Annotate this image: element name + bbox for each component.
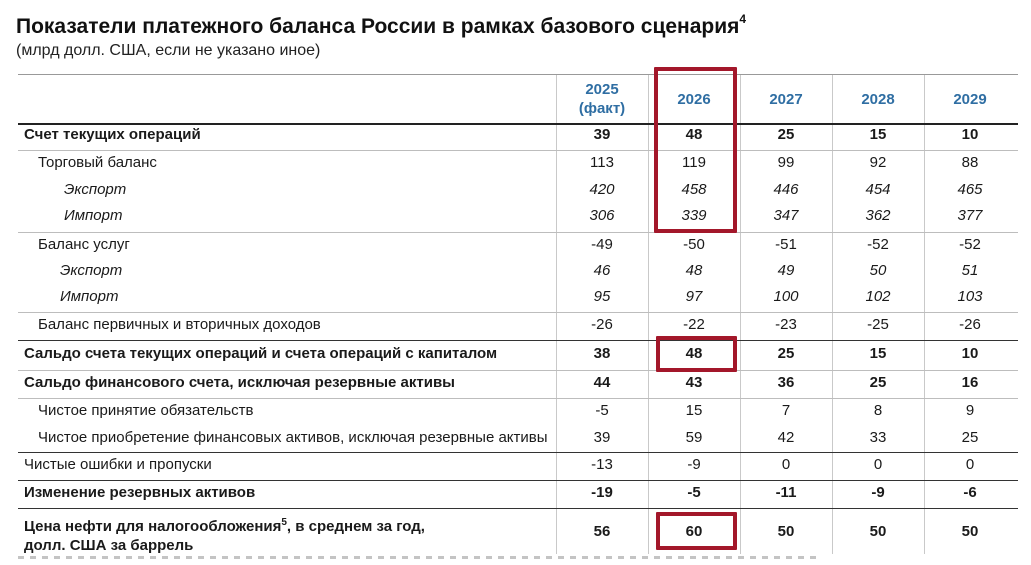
cell-value: 25 (777, 345, 795, 362)
cell-value: 49 (777, 262, 795, 279)
year-header-2029 (925, 75, 1015, 123)
cell-value: 50 (869, 523, 887, 540)
row-label-text: Сальдо счета текущих операций и счета операций с капиталом (24, 345, 498, 362)
cell-value: -52 (959, 236, 981, 253)
cell-value: 92 (869, 154, 887, 171)
cell-value: 10 (961, 126, 979, 143)
cell-value: 48 (685, 126, 703, 143)
row-label-text: Чистые ошибки и пропуски (24, 456, 212, 473)
cell-value: 113 (590, 154, 614, 171)
cell-value: -22 (683, 316, 705, 333)
row-divider (18, 232, 1018, 233)
cell-value: -49 (591, 236, 613, 253)
cell-value: 0 (873, 456, 883, 473)
cell-value: 48 (685, 262, 703, 279)
cell-value: 25 (869, 374, 887, 391)
year-label: 2028 (861, 90, 895, 108)
col-divider (556, 74, 557, 554)
cell-value: -51 (775, 236, 797, 253)
row-divider (18, 150, 1018, 151)
highlight-box-2026-current-account (654, 67, 737, 233)
cell-value: 50 (869, 262, 887, 279)
row-label-text: Баланс услуг (38, 236, 130, 253)
cell-value: 119 (682, 154, 706, 171)
cell-value: -26 (591, 316, 613, 333)
cell-value: 15 (869, 345, 887, 362)
row-label (60, 288, 118, 305)
cell-value: 102 (865, 288, 891, 305)
cell-value: 46 (593, 262, 611, 279)
cell-value: -23 (775, 316, 797, 333)
cell-value: 99 (777, 154, 795, 171)
cell-value: -19 (591, 484, 613, 501)
row-label (64, 181, 126, 198)
cell-value: 50 (961, 523, 979, 540)
row-label-text: Изменение резервных активов (24, 484, 256, 501)
cell-value: 446 (773, 181, 799, 198)
cell-value: -9 (871, 484, 885, 501)
cell-value: 43 (685, 374, 703, 391)
cell-value: 88 (961, 154, 979, 171)
cell-value: 39 (593, 126, 611, 143)
cell-value: 100 (773, 288, 799, 305)
row-footnote: 5 (281, 517, 287, 528)
balance-of-payments-table (18, 74, 1018, 554)
cell-value: -50 (683, 236, 705, 253)
row-label (64, 207, 122, 224)
row-label-text: Чистое принятие обязательств (38, 402, 254, 419)
row-divider (18, 508, 1018, 509)
row-label (24, 374, 455, 391)
cell-value: 56 (593, 523, 611, 540)
header-divider (18, 123, 1018, 125)
col-divider (924, 74, 925, 554)
cell-value: 377 (957, 207, 983, 224)
row-label-text: Сальдо финансового счета, исключая резервные активы (24, 374, 455, 391)
row-label (38, 429, 548, 446)
cell-value: 44 (593, 374, 611, 391)
cell-value: 48 (685, 345, 703, 362)
row-label (24, 484, 255, 501)
cell-value: -13 (591, 456, 613, 473)
cell-value: 362 (865, 207, 891, 224)
row-label-text: Счет текущих операций (24, 126, 201, 143)
year-label: 2029 (953, 90, 987, 108)
cell-value: -5 (687, 484, 701, 501)
row-label-text: Импорт (64, 207, 123, 224)
row-divider (18, 370, 1018, 371)
row-divider (18, 398, 1018, 399)
year-2025-fact: (факт) (578, 100, 626, 117)
row-label-text: Импорт (60, 288, 119, 305)
cell-value: 339 (681, 207, 707, 224)
row-label-text: Экспорт (64, 181, 127, 198)
row-label (38, 236, 130, 253)
footnote-cutoff (18, 556, 818, 559)
cell-value: 15 (685, 402, 703, 419)
row-label-cont: , в среднем за год, (286, 518, 425, 535)
row-label (60, 262, 122, 279)
cell-value: -6 (963, 484, 977, 501)
row-label-text: Баланс первичных и вторичных доходов (38, 316, 321, 333)
cell-value: -11 (775, 484, 797, 501)
cell-value: 465 (957, 181, 983, 198)
year-header-2028 (833, 75, 923, 123)
cell-value: 25 (961, 429, 979, 446)
table-subtitle: (млрд долл. США, если не указано иное) (16, 42, 321, 59)
row-divider (18, 340, 1018, 341)
title-text: Показатели платежного баланса России в рамках базового сценария (16, 15, 740, 38)
cell-value: 420 (589, 181, 615, 198)
row-label (24, 456, 212, 473)
row-label (38, 154, 157, 171)
cell-value: 95 (593, 288, 611, 305)
cell-value: 10 (961, 345, 979, 362)
col-divider (648, 74, 649, 554)
cell-value: 59 (685, 429, 703, 446)
year-header-2025 (557, 75, 647, 123)
cell-value: 306 (589, 207, 615, 224)
cell-value: 25 (777, 126, 795, 143)
cell-value: 458 (681, 181, 707, 198)
cell-value: 97 (685, 288, 703, 305)
row-label (38, 402, 254, 419)
table-title (16, 14, 746, 39)
cell-value: 15 (869, 126, 887, 143)
cell-value: 42 (777, 429, 795, 446)
cell-value: 36 (777, 374, 795, 391)
year-2025: 2025 (585, 81, 619, 98)
cell-value: 7 (781, 402, 791, 419)
cell-value: 16 (961, 374, 979, 391)
cell-value: 60 (685, 523, 703, 540)
row-label-text: Чистое приобретение финансовых активов, исключая резервные активы (38, 429, 548, 446)
row-label-text: Цена нефти для налогообложения (24, 518, 282, 535)
year-header-2027 (741, 75, 831, 123)
row-divider (18, 452, 1018, 453)
cell-value: 39 (593, 429, 611, 446)
cell-value: 8 (873, 402, 883, 419)
row-label (38, 316, 321, 333)
row-label (24, 513, 425, 555)
row-label-text: Экспорт (60, 262, 123, 279)
highlight-box-2026-oil-price (656, 512, 737, 550)
cell-value: -26 (959, 316, 981, 333)
col-divider (740, 74, 741, 554)
row-divider (18, 312, 1018, 313)
cell-value: 103 (957, 288, 983, 305)
cell-value: 0 (781, 456, 791, 473)
cell-value: 454 (865, 181, 891, 198)
title-footnote: 4 (739, 12, 747, 26)
cell-value: 38 (593, 345, 611, 362)
row-label-line2: долл. США за баррель (24, 537, 194, 554)
row-label-text: Торговый баланс (38, 154, 157, 171)
highlight-box-2026-balance (656, 336, 737, 372)
cell-value: 9 (965, 402, 975, 419)
cell-value: 33 (869, 429, 887, 446)
cell-value: -52 (867, 236, 889, 253)
cell-value: 50 (777, 523, 795, 540)
cell-value: 0 (965, 456, 975, 473)
header-row (18, 74, 1018, 123)
row-divider (18, 480, 1018, 481)
cell-value: -5 (595, 402, 609, 419)
year-label: 2026 (677, 90, 711, 108)
cell-value: 347 (773, 207, 799, 224)
col-divider (832, 74, 833, 554)
cell-value: -25 (867, 316, 889, 333)
row-label (24, 126, 201, 143)
cell-value: -9 (687, 456, 701, 473)
row-label (24, 345, 497, 362)
year-label: 2027 (769, 90, 803, 108)
cell-value: 51 (961, 262, 979, 279)
